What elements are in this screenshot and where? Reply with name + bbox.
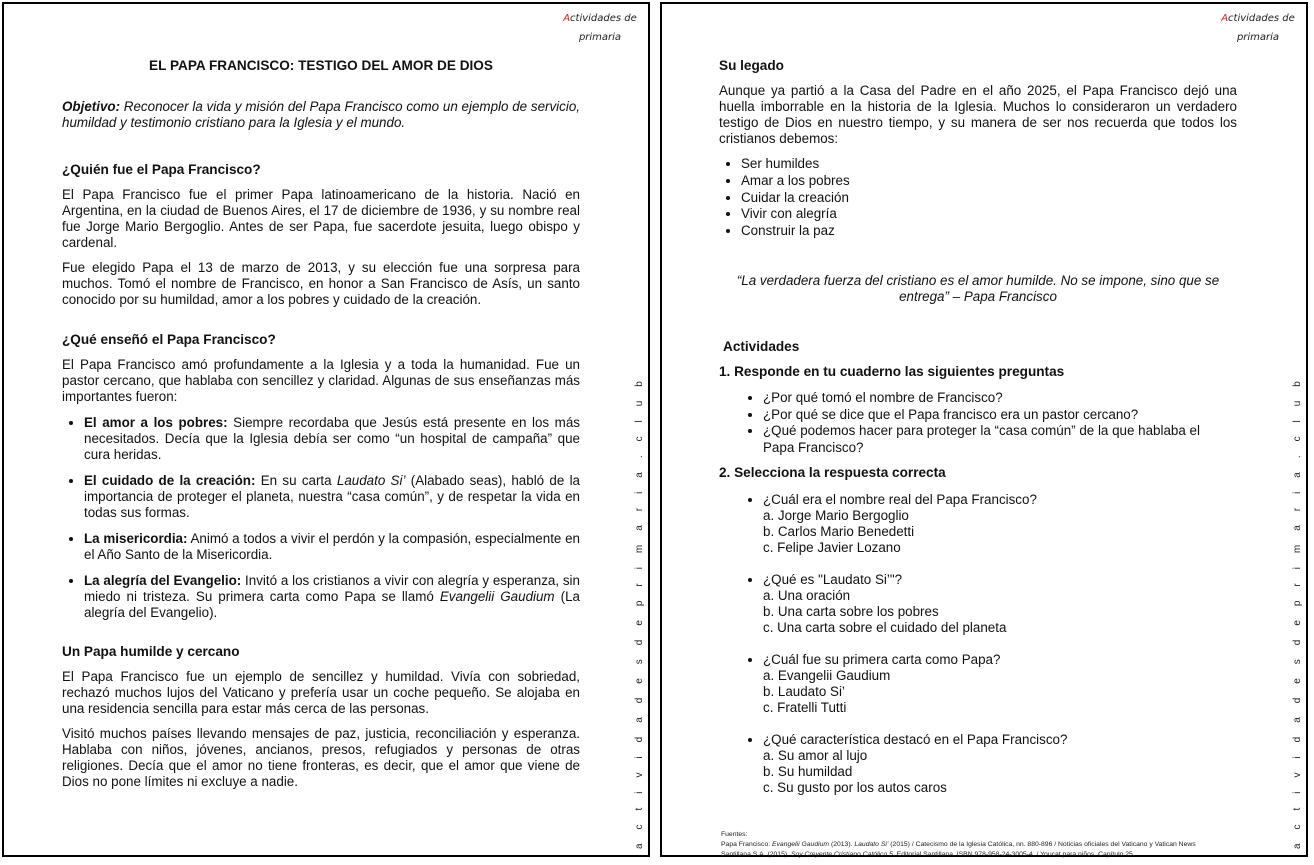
paragraph: El Papa Francisco amó profundamente a la Iglesia y a toda la humanidad. Fue un pastor cercano, que hablaba con sencillez y claridad. Algunas de sus enseñanzas más importantes fueron: xyxy=(62,357,580,404)
quiz xyxy=(741,492,1259,812)
quiz-question xyxy=(741,492,1259,556)
teaching-text: Siempre recordaba que Jesús está presente en los más necesitados. Decía que la Iglesia debía ser como “un hospital de campaña” que cura heridas. xyxy=(84,415,580,462)
teaching-title: La misericordia: xyxy=(84,531,188,546)
answer-option[interactable]: b. Su humildad xyxy=(763,764,853,779)
answer-option[interactable]: a. Evangelii Gaudium xyxy=(763,668,891,683)
question-list xyxy=(741,732,1259,748)
answer-option[interactable]: a. Su amor al lujo xyxy=(763,748,868,763)
section-heading: ¿Qué enseñó el Papa Francisco? xyxy=(62,332,276,347)
answer-option[interactable]: a. Una oración xyxy=(763,588,851,603)
question-list xyxy=(741,492,1259,508)
sources: Fuentes: Papa Francisco: Evangelii Gaudium (2013). Laudato Si’ (2015) / Catecismo de la Iglesia Católica, nn. 880-896 / Noticias oficiales del Vaticano y Vatican News Santillana S.A. (2015). Soy Creyente Cristiano Católico 5. Editorial Santillana. ISBN 978-958-24-3005-4. / Youcat para niños, Capítulo 25. xyxy=(721,831,1196,858)
teaching-title: El cuidado de la creación: xyxy=(84,473,256,488)
watermark: a c t i v i d a d e s d e p r i m a r i a . c l u b xyxy=(634,375,645,849)
answer-option[interactable]: c. Felipe Javier Lozano xyxy=(763,540,901,555)
page-2 xyxy=(660,2,1308,857)
list-item xyxy=(84,473,580,521)
list-item: • Vivir con alegría xyxy=(741,206,1237,223)
questions-list xyxy=(741,390,1231,456)
question: • ¿Por qué tomó el nombre de Francisco? xyxy=(763,390,1231,407)
watermark: a c t i v i d a d e s d e p r i m a r i a . c l u b xyxy=(1292,375,1303,849)
teaching-title: La alegría del Evangelio: xyxy=(84,573,242,588)
list-item xyxy=(84,573,580,621)
question: • ¿Qué característica destacó en el Papa Francisco? xyxy=(763,732,1259,748)
teaching-text: Animó a todos a vivir el perdón y la compasión, especialmente en el Año Santo de la Misericordia. xyxy=(84,531,580,562)
teachings-list xyxy=(62,415,580,631)
legacy-list xyxy=(719,156,1237,240)
logo: Actividades de primaria xyxy=(563,13,637,43)
teaching-italic: Evangelii Gaudium xyxy=(439,589,555,604)
teaching-text: (Alabado seas), habló de la importancia de proteger el planeta, nuestra “casa común”, y de respetar la vida en todas sus formas. xyxy=(84,473,581,520)
list-item: • Ser humildes xyxy=(741,156,1237,173)
question: • ¿Qué es "Laudato Si’"? xyxy=(763,572,1259,588)
answer-option[interactable]: a. Jorge Mario Bergoglio xyxy=(763,508,909,523)
teaching-italic: Laudato Si’ xyxy=(336,473,406,488)
teaching-text: En su carta xyxy=(255,473,337,488)
paragraph: Fue elegido Papa el 13 de marzo de 2013, y su elección fue una sorpresa para muchos. Tomó el nombre de Francisco, en honor a San Francisco de Asís, un santo conocido por su humildad, amor a los pobres y cuidado de la creación. xyxy=(62,260,580,307)
section-heading: ¿Quién fue el Papa Francisco? xyxy=(62,162,261,177)
teaching-text: Invitó a los cristianos a vivir con alegría y esperanza, sin miedo ni tristeza. Su primera carta como Papa se llamó xyxy=(84,573,580,604)
paragraph: Visitó muchos países llevando mensajes de paz, justicia, reconciliación y esperanza. Hablaba con niños, jóvenes, ancianos, presos, refugiados y personas de otras religiones. Decía que el amor no tiene fronteras, es decir, que el amor que viene de Dios no pone límites ni excluye a nadie. xyxy=(62,726,580,789)
list-item xyxy=(84,415,580,463)
teaching-text: (La alegría del Evangelio). xyxy=(84,589,580,620)
question-list xyxy=(741,652,1259,668)
list-item: • Amar a los pobres xyxy=(741,173,1237,190)
activity-heading: 2. Selecciona la respuesta correcta xyxy=(719,465,946,480)
paragraph: Aunque ya partió a la Casa del Padre en el año 2025, el Papa Francisco dejó una huella imborrable en la historia de la Iglesia. Muchos lo consideraron un verdadero testigo de Dios en nuestro tiempo, y su manera de ser nos recuerda que todos los cristianos debemos: xyxy=(719,83,1237,146)
paragraph: El Papa Francisco fue un ejemplo de sencillez y humildad. Vivía con sobriedad, rechazó muchos lujos del Vaticano y prefería usar un coche pequeño. Se alojaba en una residencia sencilla para estar más cerca de las personas. xyxy=(62,669,580,716)
question: • ¿Qué podemos hacer para proteger la “casa común” de la que hablaba el Papa Francisco? xyxy=(763,423,1231,456)
section-heading: Su legado xyxy=(719,58,784,73)
options xyxy=(741,668,1259,716)
objective: Objetivo: Reconocer la vida y misión del Papa Francisco como un ejemplo de servicio, humildad y testimonio cristiano para la Iglesia y el mundo. xyxy=(62,99,580,130)
answer-option[interactable]: b. Laudato Si’ xyxy=(763,684,845,699)
answer-option[interactable]: b. Carlos Mario Benedetti xyxy=(763,524,915,539)
section-heading: Actividades xyxy=(723,339,800,354)
list-item: • Cuidar la creación xyxy=(741,190,1237,207)
quiz-question xyxy=(741,572,1259,636)
logo: Actividades de primaria xyxy=(1221,13,1295,43)
paragraph: El Papa Francisco fue el primer Papa latinoamericano de la historia. Nació en Argentina, en la ciudad de Buenos Aires, el 17 de diciembre de 1936, y su nombre real fue Jorge Mario Bergoglio. Antes de ser Papa, fue sacerdote jesuita, luego obispo y cardenal. xyxy=(62,187,580,250)
answer-option[interactable]: b. Una carta sobre los pobres xyxy=(763,604,939,619)
answer-option[interactable]: c. Su gusto por los autos caros xyxy=(763,780,947,795)
list-item: • Construir la paz xyxy=(741,223,1237,240)
options xyxy=(741,588,1259,636)
question: • ¿Por qué se dice que el Papa francisco era un pastor cercano? xyxy=(763,407,1231,424)
answer-option[interactable]: c. Una carta sobre el cuidado del planeta xyxy=(763,620,1007,635)
list-item xyxy=(84,531,580,563)
teaching-title: El amor a los pobres: xyxy=(84,415,228,430)
options xyxy=(741,508,1259,556)
question: • ¿Cuál era el nombre real del Papa Francisco? xyxy=(763,492,1259,508)
page-title: EL PAPA FRANCISCO: TESTIGO DEL AMOR DE DIOS xyxy=(149,58,493,73)
question-list xyxy=(741,572,1259,588)
options xyxy=(741,748,1259,796)
page-1 xyxy=(2,2,650,857)
question: • ¿Cuál fue su primera carta como Papa? xyxy=(763,652,1259,668)
answer-option[interactable]: c. Fratelli Tutti xyxy=(763,700,847,715)
section-heading: Un Papa humilde y cercano xyxy=(62,644,240,659)
quiz-question xyxy=(741,652,1259,716)
quiz-question xyxy=(741,732,1259,796)
activity-heading: 1. Responde en tu cuaderno las siguientes preguntas xyxy=(719,364,1065,379)
quote: “La verdadera fuerza del cristiano es el amor humilde. No se impone, sino que se entrega” – Papa Francisco xyxy=(736,273,1220,304)
